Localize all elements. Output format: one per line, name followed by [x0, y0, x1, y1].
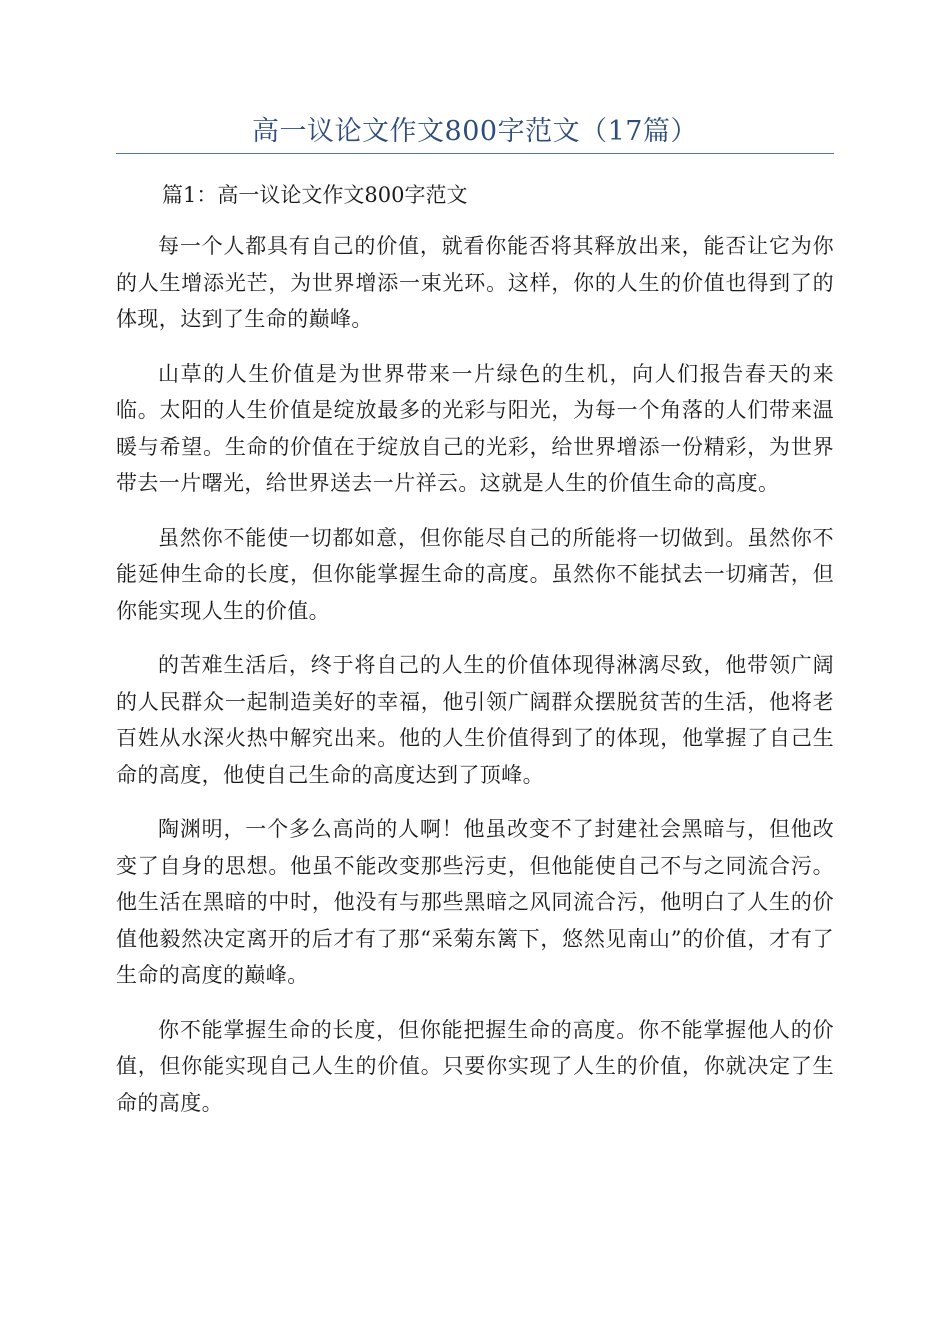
document-title: 高一议论文作文800字范文（17篇） — [252, 116, 698, 147]
title-underline-divider — [116, 153, 834, 154]
paragraph-1: 每一个人都具有自己的价值，就看你能否将其释放出来，能否让它为你的人生增添光芒，为世界增添一束光环。这样，你的人生的价值也得到了的体现，达到了生命的巅峰。 — [116, 234, 834, 331]
paragraph-4: 的苦难生活后，终于将自己的人生的价值体现得淋漓尽致，他带领广阔的人民群众一起制造美好的幸福，他引领广阔群众摆脱贫苦的生活，他将老百姓从水深火热中解究出来。他的人生价值得到了的体现，他掌握了自己生命的高度，他使自己生命的高度达到了顶峰。 — [116, 653, 834, 787]
paragraph-5: 陶渊明，一个多么高尚的人啊！他虽改变不了封建社会黑暗与，但他改变了自身的思想。他虽不能改变那些污吏，但他能使自己不与之同流合污。他生活在黑暗的中时，他没有与那些黑暗之风同流合污，他明白了人生的价值他毅然决定离开的后才有了那“采菊东篱下，悠然见南山”的价值，才有了生命的高度的巅峰。 — [116, 817, 834, 987]
article-body — [116, 228, 834, 1139]
paragraph-6: 你不能掌握生命的长度，但你能把握生命的高度。你不能掌握他人的价值，但你能实现自己人生的价值。只要你实现了人生的价值，你就决定了生命的高度。 — [116, 1017, 834, 1115]
section-heading: 篇1：高一议论文作文800字范文 — [162, 183, 468, 207]
paragraph-3: 虽然你不能使一切都如意，但你能尽自己的所能将一切做到。虽然你不能延伸生命的长度，但你能掌握生命的高度。虽然你不能拭去一切痛苦，但你能实现人生的价值。 — [116, 525, 834, 623]
paragraph-2: 山草的人生价值是为世界带来一片绿色的生机，向人们报告春天的来临。太阳的人生价值是绽放最多的光彩与阳光，为每一个角落的人们带来温暖与希望。生命的价值在于绽放自己的光彩，给世界增添一份精彩，为世界带去一片曙光，给世界送去一片祥云。这就是人生的价值生命的高度。 — [116, 361, 834, 495]
